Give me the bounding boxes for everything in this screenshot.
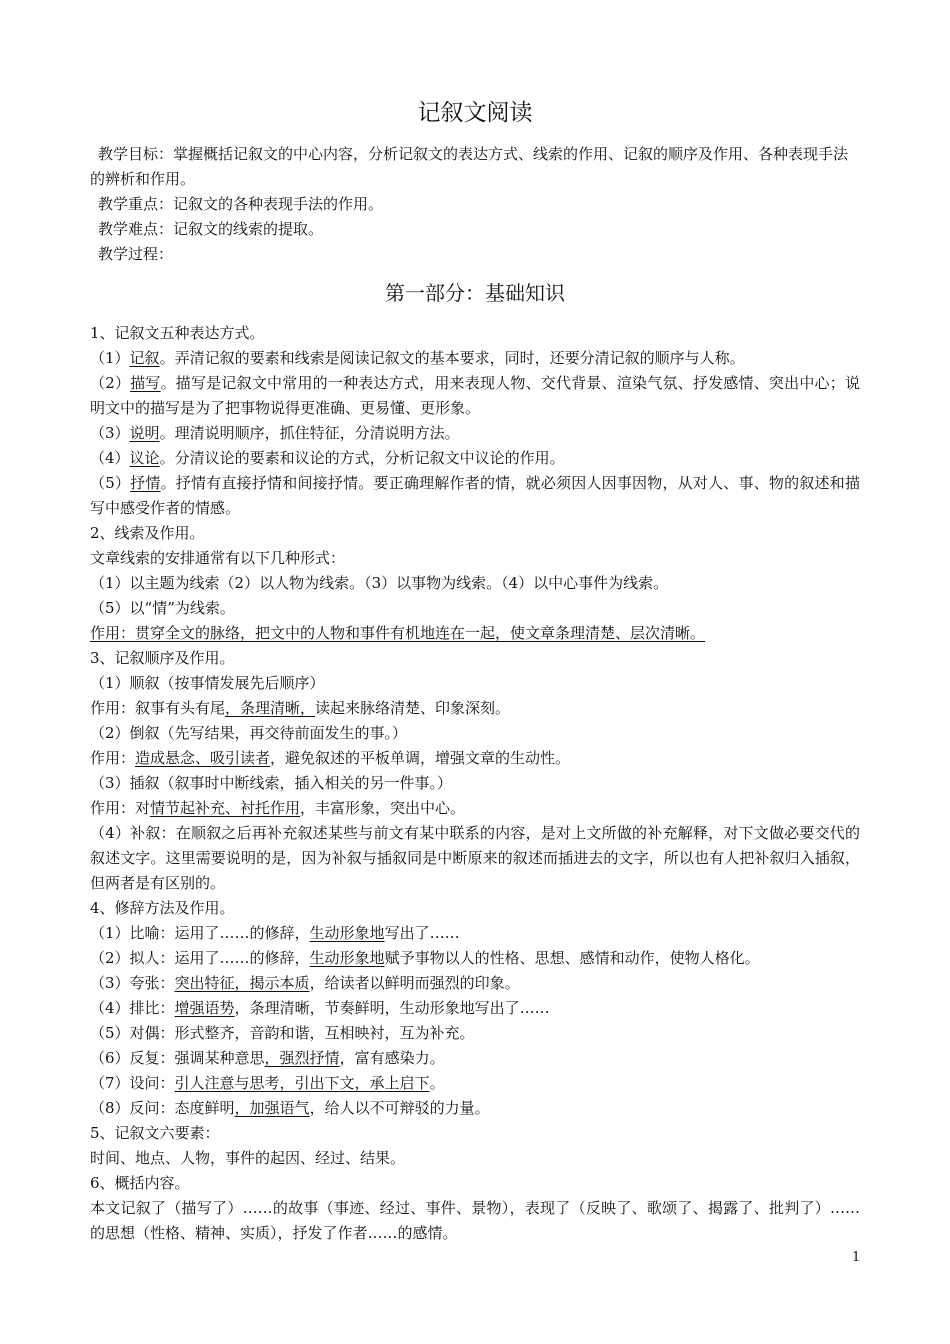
- teaching-focus: 教学重点：记叙文的各种表现手法的作用。: [98, 195, 384, 213]
- text-segment: 读起来脉络清楚、印象深刻。: [315, 699, 511, 717]
- text-line: [90, 346, 860, 371]
- text-segment: （4）: [90, 449, 130, 467]
- text-segment: ，避免叙述的平板单调，增强文章的生动性。: [270, 749, 571, 767]
- underlined-text: 生动形象地: [309, 949, 385, 967]
- text-line: [90, 971, 860, 996]
- document-page: [90, 96, 860, 1246]
- text-line: [90, 1196, 860, 1246]
- text-line: [90, 421, 860, 446]
- underlined-text: ，加强语气: [234, 1099, 310, 1117]
- teaching-process: 教学过程：: [98, 245, 174, 263]
- text-segment: 6、概括内容。: [90, 1174, 190, 1192]
- text-segment: ，丰富形象，突出中心。: [300, 799, 466, 817]
- text-line: [90, 796, 860, 821]
- underlined-text: ，强烈抒情: [264, 1049, 340, 1067]
- text-segment: 文章线索的安排通常有以下几种形式：: [90, 549, 346, 567]
- text-segment: （2）: [90, 374, 131, 392]
- text-segment: （5）: [90, 474, 131, 492]
- text-segment: （4）补叙：在顺叙之后再补充叙述某些与前文有某中联系的内容，是对上文所做的补充解释，对下文做必要交代的叙述文字。这里需要说明的是，因为补叙与插叙同是中断原来的叙述而插进去的文字，所以也有人把补叙归入插叙，但两者是有区别的。: [90, 824, 860, 892]
- text-line: [90, 1146, 860, 1171]
- underlined-text: 议论: [129, 449, 160, 467]
- underlined-text: 记叙: [129, 349, 160, 367]
- page-number: 1: [852, 1250, 861, 1265]
- text-line: [90, 1096, 860, 1121]
- teaching-difficulty: 教学难点：记叙文的线索的提取。: [98, 220, 324, 238]
- text-segment: ，富有感染力。: [339, 1049, 445, 1067]
- text-line: [90, 471, 860, 521]
- text-line: [90, 446, 860, 471]
- underlined-text: 作用：贯穿全文的脉络，把文中的人物和事件有机地连在一起，使文章条理清楚、层次清晰。: [90, 624, 706, 642]
- text-line: [90, 896, 860, 921]
- underlined-text: 造成悬念、吸引读者: [135, 749, 271, 767]
- text-segment: （6）反复：强调某种意思: [90, 1049, 265, 1067]
- document-title: 记叙文阅读: [417, 100, 533, 126]
- text-segment: （5）对偶：形式整齐，音韵和谐，互相映衬，互为补充。: [90, 1024, 475, 1042]
- text-line: [90, 721, 860, 746]
- text-segment: ，给人以不可辩驳的力量。: [309, 1099, 490, 1117]
- text-segment: ，条理清晰，节奏鲜明，生动形象地写出了……: [234, 999, 550, 1017]
- text-segment: 本文记叙了（描写了）……的故事（事迹、经过、事件、景物），表现了（反映了、歌颂了、揭露了、批判了）……的思想（性格、精神、实质），抒发了作者……的感情。: [90, 1199, 860, 1242]
- text-segment: （3）夸张：: [90, 974, 175, 992]
- text-segment: （3）: [90, 424, 130, 442]
- text-segment: （1）比喻：运用了……的修辞，: [90, 924, 310, 942]
- text-segment: （5）以“情”为线索。: [90, 599, 235, 617]
- text-line: [90, 696, 860, 721]
- text-line: [90, 746, 860, 771]
- text-line: [90, 571, 860, 596]
- underlined-text: 抒情: [130, 474, 161, 492]
- text-segment: （2）拟人：运用了……的修辞，: [90, 949, 310, 967]
- text-segment: 。抒情有直接抒情和间接抒情。要正确理解作者的情，就必须因人因事因物，从对人、事、物的叙述和描写中感受作者的情感。: [90, 474, 860, 517]
- text-line: [90, 371, 860, 421]
- text-segment: （1）顺叙（按事情发展先后顺序）: [90, 674, 325, 692]
- text-segment: 。: [429, 1074, 445, 1092]
- text-segment: 。分清议论的要素和议论的方式，分析记叙文中议论的作用。: [159, 449, 565, 467]
- text-line: [90, 671, 860, 696]
- text-line: [90, 996, 860, 1021]
- text-segment: 。理清说明顺序，抓住特征，分清说明方法。: [159, 424, 460, 442]
- text-line: [90, 1121, 860, 1146]
- underlined-text: 描写: [130, 374, 161, 392]
- lesson-info: [90, 142, 860, 267]
- text-line: [90, 1071, 860, 1096]
- text-segment: 作用：: [90, 749, 136, 767]
- text-line: [90, 621, 860, 646]
- underlined-text: 突出特征，揭示本质: [174, 974, 310, 992]
- text-segment: ，给读者以鲜明而强烈的印象。: [309, 974, 520, 992]
- section-heading: 第一部分：基础知识: [385, 281, 565, 305]
- underlined-text: ，条理清晰，: [225, 699, 316, 717]
- text-line: [90, 546, 860, 571]
- text-line: [90, 771, 860, 796]
- text-segment: 4、修辞方法及作用。: [90, 899, 235, 917]
- teaching-goal: 教学目标：掌握概括记叙文的中心内容，分析记叙文的表达方式、线索的作用、记叙的顺序及作用、各种表现手法的辨析和作用。: [90, 145, 849, 188]
- text-segment: 2、线索及作用。: [90, 524, 205, 542]
- text-segment: （7）设问：: [90, 1074, 175, 1092]
- text-line: [90, 921, 860, 946]
- text-line: [90, 646, 860, 671]
- underlined-text: 生动形象地: [309, 924, 385, 942]
- text-segment: （1）以主题为线索（2）以人物为线索。（3）以事物为线索。（4）以中心事件为线索。: [90, 574, 669, 592]
- text-segment: 作用：对: [90, 799, 151, 817]
- text-line: [90, 1046, 860, 1071]
- text-segment: 写出了……: [384, 924, 460, 942]
- section-body: [90, 321, 860, 1246]
- text-line: [90, 1021, 860, 1046]
- underlined-text: 情节起补充、衬托作用: [150, 799, 301, 817]
- text-segment: （4）排比：: [90, 999, 175, 1017]
- text-segment: 赋予事物以人的性格、思想、感情和动作，使物人格化。: [384, 949, 760, 967]
- underlined-text: 说明: [129, 424, 160, 442]
- underlined-text: 引人注意与思考，引出下文，承上启下: [174, 1074, 430, 1092]
- text-line: [90, 1171, 860, 1196]
- text-line: [90, 596, 860, 621]
- text-segment: （8）反问：态度鲜明: [90, 1099, 235, 1117]
- text-line: [90, 321, 860, 346]
- text-line: [90, 521, 860, 546]
- text-segment: （2）倒叙（先写结果，再交待前面发生的事。）: [90, 724, 408, 742]
- underlined-text: 增强语势: [174, 999, 235, 1017]
- text-segment: 。描写是记叙文中常用的一种表达方式，用来表现人物、交代背景、渲染气氛、抒发感情、突出中心；说明文中的描写是为了把事物说得更准确、更易懂、更形象。: [90, 374, 860, 417]
- text-segment: 5、记叙文六要素：: [90, 1124, 220, 1142]
- text-segment: 1、记叙文五种表达方式。: [90, 324, 265, 342]
- text-segment: （1）: [90, 349, 130, 367]
- text-segment: 作用：叙事有头有尾: [90, 699, 226, 717]
- text-line: [90, 946, 860, 971]
- text-segment: （3）插叙（叙事时中断线索，插入相关的另一件事。）: [90, 774, 453, 792]
- text-segment: 。弄清记叙的要素和线索是阅读记叙文的基本要求，同时，还要分清记叙的顺序与人称。: [159, 349, 745, 367]
- text-line: [90, 821, 860, 896]
- text-segment: 3、记叙顺序及作用。: [90, 649, 235, 667]
- text-segment: 时间、地点、人物，事件的起因、经过、结果。: [90, 1149, 406, 1167]
